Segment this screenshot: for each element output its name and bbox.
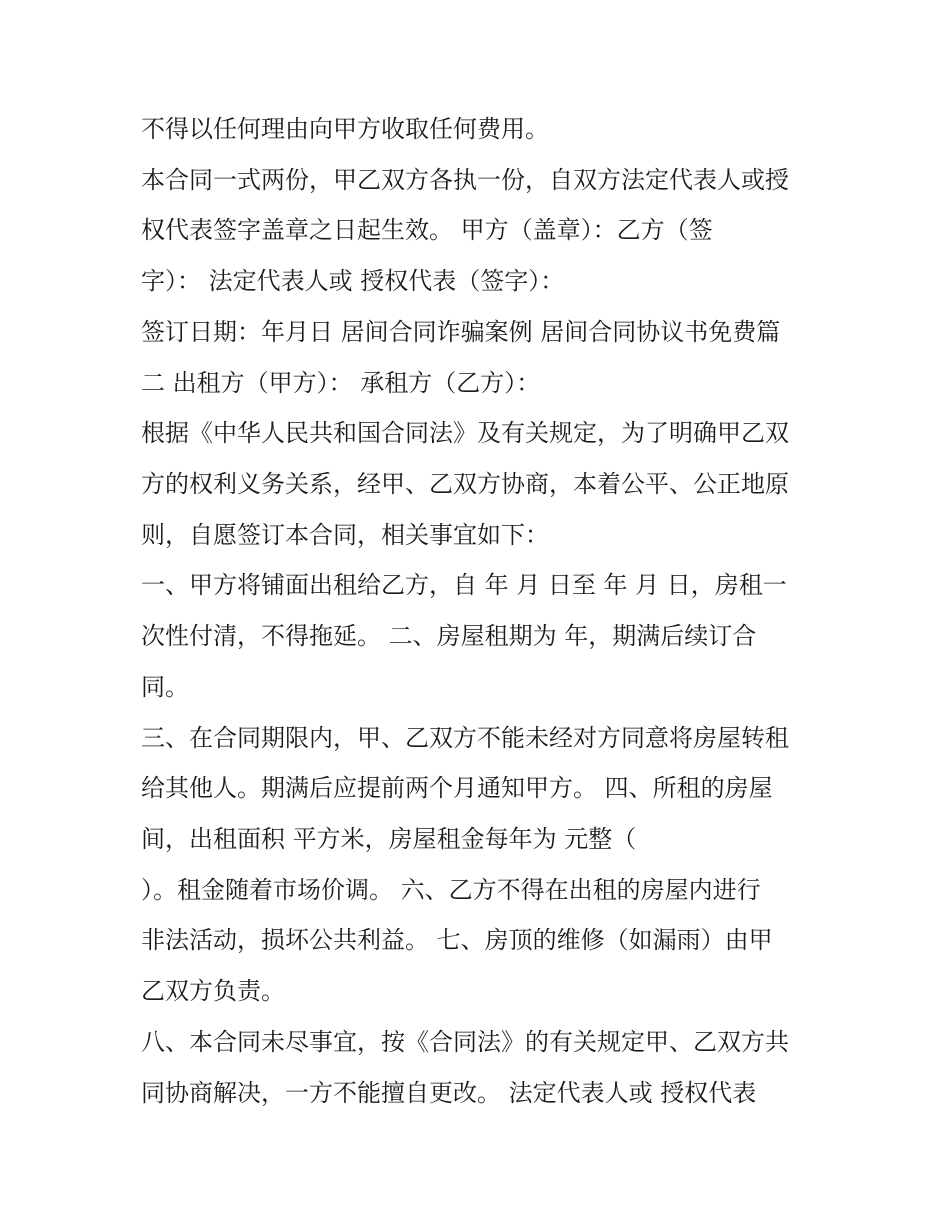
- text-line-1: 不得以任何理由向甲方收取任何费用。: [141, 115, 549, 143]
- text-line-11: 次性付清，不得拖延。 二、房屋租期为 年，期满后续订合: [141, 622, 757, 650]
- text-line-5: 签订日期：年月日 居间合同诈骗案例 居间合同协议书免费篇: [141, 318, 781, 346]
- text-line-3: 权代表签字盖章之日起生效。 甲方（盖章）：乙方（签: [141, 216, 713, 244]
- text-line-6: 二 出租方（甲方）： 承租方（乙方）：: [141, 369, 541, 397]
- text-line-7: 根据《中华人民共和国合同法》及有关规定，为了明确甲乙双: [141, 419, 789, 447]
- text-line-19: 八、本合同未尽事宜，按《合同法》的有关规定甲、乙双方共: [141, 1028, 789, 1056]
- text-line-10: 一、甲方将铺面出租给乙方，自 年 月 日至 年 月 日，房租一: [141, 571, 787, 599]
- text-line-2: 本合同一式两份，甲乙双方各执一份，自双方法定代表人或授: [141, 166, 789, 194]
- text-line-20: 同协商解决，一方不能擅自更改。 法定代表人或 授权代表: [141, 1079, 757, 1107]
- text-line-14: 给其他人。期满后应提前两个月通知甲方。 四、所租的房屋: [141, 774, 773, 802]
- text-line-4: 字）： 法定代表人或 授权代表（签字）：: [141, 267, 565, 295]
- text-line-8: 方的权利义务关系，经甲、乙双方协商，本着公平、公正地原: [141, 470, 789, 498]
- text-line-9: 则，自愿签订本合同，相关事宜如下：: [141, 521, 549, 549]
- text-line-17: 非法活动，损坏公共利益。 七、房顶的维修（如漏雨）由甲: [141, 926, 773, 954]
- text-line-15: 间，出租面积 平方米，房屋租金每年为 元整（: [141, 825, 637, 853]
- text-line-13: 三、在合同期限内，甲、乙双方不能未经对方同意将房屋转租: [141, 724, 789, 752]
- text-line-16: ）。租金随着市场价调。 六、乙方不得在出租的房屋内进行: [141, 876, 761, 904]
- text-line-18: 乙双方负责。: [141, 977, 285, 1005]
- text-line-12: 同。: [141, 673, 189, 701]
